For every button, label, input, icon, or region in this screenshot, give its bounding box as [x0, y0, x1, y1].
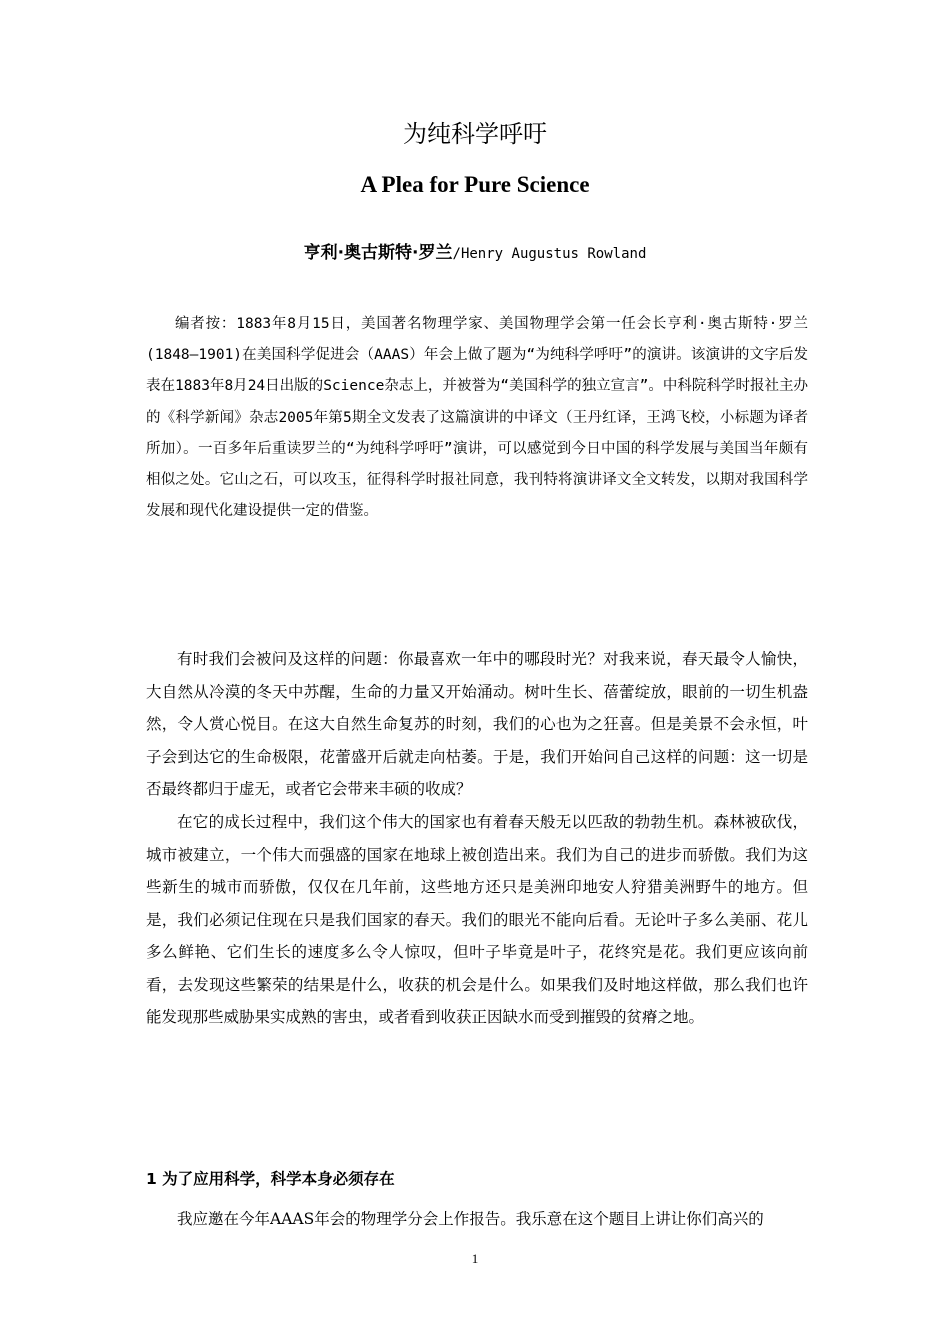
section-first-line: 我应邀在今年AAAS年会的物理学分会上作报告。我乐意在这个题目上讲让你们高兴的	[177, 1210, 764, 1228]
editor-note: 编者按：1883年8月15日，美国著名物理学家、美国物理学会第一任会长亨利·奥古斯特·罗兰(1848—1901)在美国科学促进会（AAAS）年会上做了题为“为纯科学呼吁”的演讲。该演讲的文字后发表在1883年8月24日出版的Science杂志上，并被誉为“美国科学的独立宣言”。中科院科学时报社主办的《科学新闻》杂志2005年第5期全文发表了这篇演讲的中译文（王丹红译，王鸿飞校，小标题为译者所加）。一百多年后重读罗兰的“为纯科学呼吁”演讲，可以感觉到今日中国的科学发展与美国当年颇有相似之处。它山之石，可以攻玉，征得科学时报社同意，我刊特将演讲译文全文转发，以期对我国科学发展和现代化建设提供一定的借鉴。	[146, 316, 808, 520]
author-name-chinese: 亨利·奥古斯特·罗兰	[303, 243, 453, 263]
body-paragraph-2: 在它的成长过程中，我们这个伟大的国家也有着春天般无以匹敌的勃勃生机。森林被砍伐，城市被建立，一个伟大而强盛的国家在地球上被创造出来。我们为自己的进步而骄傲。我们为这些新生的城市而骄傲，仅仅在几年前，这些地方还只是美洲印地安人狩猎美洲野牛的地方。但是，我们必须记住现在只是我们国家的春天。我们的眼光不能向后看。无论叶子多么美丽、花儿多么鲜艳、它们生长的速度多么令人惊叹，但叶子毕竟是叶子，花终究是花。我们更应该向前看，去发现这些繁荣的结果是什么，收获的机会是什么。如果我们及时地这样做，那么我们也许能发现那些威胁果实成熟的害虫，或者看到收获正因缺水而受到摧毁的贫瘠之地。	[146, 813, 808, 1026]
author-line	[0, 240, 950, 267]
page-number: 1	[471, 1251, 479, 1266]
title-english: A Plea for Pure Science	[360, 172, 590, 197]
title-chinese: 为纯科学呼吁	[403, 120, 547, 148]
body-paragraph-1: 有时我们会被问及这样的问题：你最喜欢一年中的哪段时光？对我来说，春天最令人愉快，大自然从冷漠的冬天中苏醒，生命的力量又开始涌动。树叶生长、蓓蕾绽放，眼前的一切生机盎然，令人赏心悦目。在这大自然生命复苏的时刻，我们的心也为之狂喜。但是美景不会永恒，叶子会到达它的生命极限，花蕾盛开后就走向枯萎。于是，我们开始问自己这样的问题：这一切是否最终都归于虚无，或者它会带来丰硕的收成？	[146, 650, 808, 798]
author-name-english: /Henry Augustus Rowland	[452, 246, 647, 262]
section-heading: 1 为了应用科学，科学本身必须存在	[146, 1170, 395, 1188]
